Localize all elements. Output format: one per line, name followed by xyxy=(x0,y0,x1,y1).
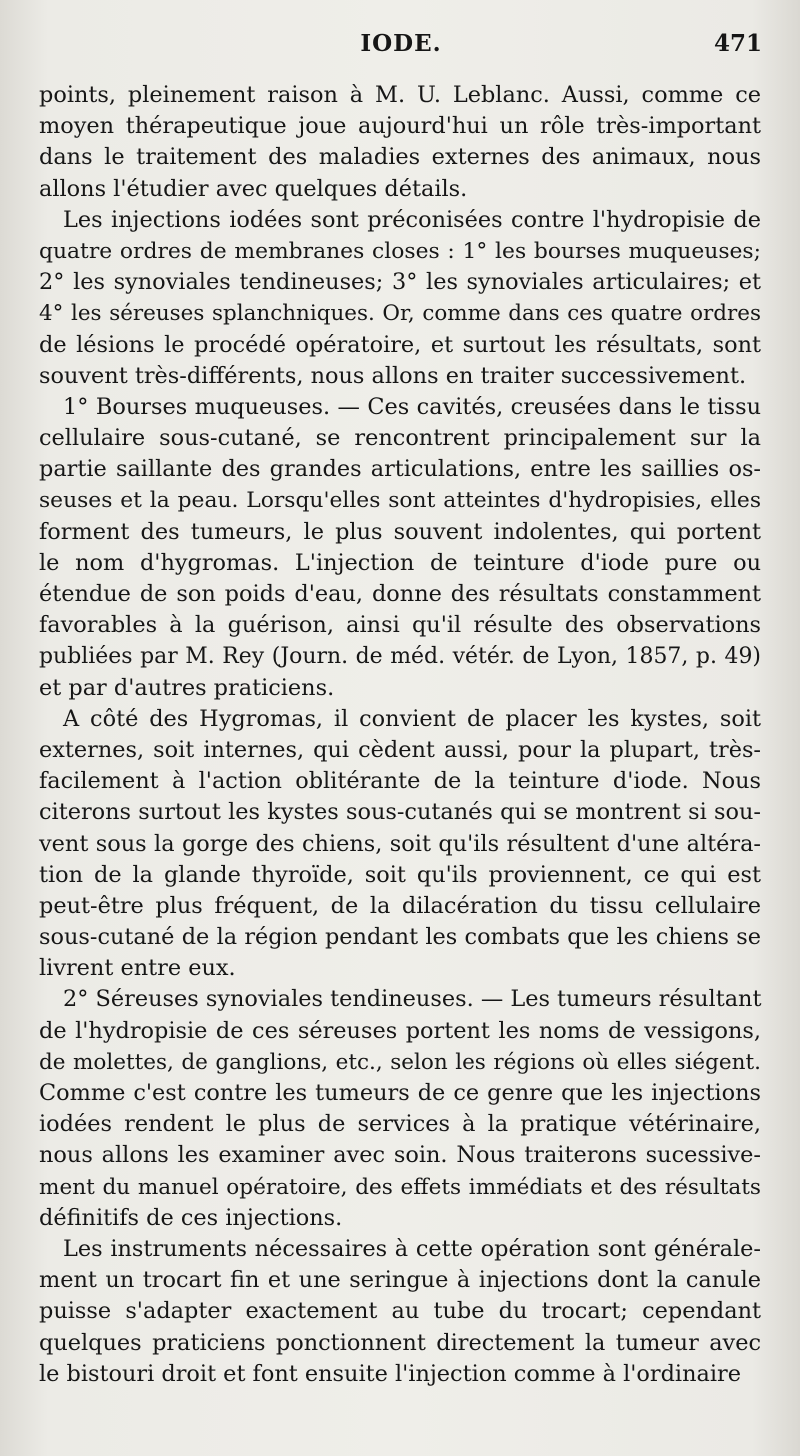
text-line: moyen thérapeutique joue aujourd'hui un rôle très-important xyxy=(39,113,761,140)
text-line: facilement à l'action oblitérante de la teinture d'iode. Nous xyxy=(39,768,761,795)
text-line: peut-être plus fréquent, de la dilacération du tissu cellulaire xyxy=(39,892,761,919)
text-line: forment des tumeurs, le plus souvent indolentes, qui portent xyxy=(39,518,761,545)
text-line: le bistouri droit et font ensuite l'injection comme à l'ordinaire xyxy=(39,1360,741,1387)
body-text xyxy=(39,80,761,1390)
text-line: de lésions le procédé opératoire, et surtout les résultats, sont xyxy=(39,331,761,358)
text-line: quelques praticiens ponctionnent directement la tumeur avec xyxy=(39,1329,761,1356)
text-line: externes, soit internes, qui cèdent aussi, pour la plupart, très- xyxy=(39,736,761,763)
text-line: ment un trocart fin et une seringue à injections dont la canule xyxy=(39,1267,761,1294)
text-line: A côté des Hygromas, il convient de placer les kystes, soit xyxy=(63,705,761,732)
text-line: sous-cutané de la région pendant les combats que les chiens se xyxy=(39,924,761,951)
text-line: iodées rendent le plus de services à la pratique vétérinaire, xyxy=(39,1111,761,1138)
text-line: publiées par M. Rey (Journ. de méd. vétér. de Lyon, 1857, p. 49) xyxy=(39,644,761,670)
text-line: étendue de son poids d'eau, donne des résultats constamment xyxy=(39,581,761,607)
page-header xyxy=(40,30,762,64)
text-line: livrent entre eux. xyxy=(39,955,236,982)
text-line: favorables à la guérison, ainsi qu'il résulte des observations xyxy=(39,612,761,639)
page-number: 471 xyxy=(713,30,762,57)
text-line: Les instruments nécessaires à cette opération sont générale- xyxy=(63,1235,761,1262)
text-line: allons l'étudier avec quelques détails. xyxy=(39,175,468,202)
text-line: seuses et la peau. Lorsqu'elles sont atteintes d'hydropisies, elles xyxy=(39,488,761,514)
text-line: citerons surtout les kystes sous-cutanés qui se montrent si sou- xyxy=(39,799,761,826)
text-line: souvent très-différents, nous allons en traiter successivement. xyxy=(39,362,747,389)
text-line: Les injections iodées sont préconisées contre l'hydropisie de xyxy=(63,206,761,233)
text-line: 1° Bourses muqueuses. — Ces cavités, creusées dans le tissu xyxy=(63,393,761,420)
text-line: le nom d'hygromas. L'injection de teinture d'iode pure ou xyxy=(39,549,761,576)
text-line: Comme c'est contre les tumeurs de ce genre que les injections xyxy=(39,1080,761,1106)
text-line: puisse s'adapter exactement au tube du trocart; cependant xyxy=(39,1298,761,1325)
running-title: IODE. xyxy=(360,30,442,57)
text-line: 2° Séreuses synoviales tendineuses. — Les tumeurs résultant xyxy=(63,986,762,1013)
text-line: tion de la glande thyroïde, soit qu'ils proviennent, ce qui est xyxy=(39,861,761,888)
text-line: ment du manuel opératoire, des effets immédiats et des résultats xyxy=(39,1174,761,1200)
text-line: quatre ordres de membranes closes : 1° les bourses muqueuses; xyxy=(39,238,761,264)
text-line: dans le traitement des maladies externes des animaux, nous xyxy=(39,144,761,171)
text-line: 2° les synoviales tendineuses; 3° les synoviales articulaires; et xyxy=(39,269,761,296)
text-line: cellulaire sous-cutané, se rencontrent principalement sur la xyxy=(39,425,761,452)
text-line: partie saillante des grandes articulations, entre les saillies os- xyxy=(39,456,761,483)
text-line: de l'hydropisie de ces séreuses portent les noms de vessigons, xyxy=(39,1017,761,1044)
text-line: définitifs de ces injections. xyxy=(39,1204,343,1231)
text-line: et par d'autres praticiens. xyxy=(39,674,335,701)
text-line: de molettes, de ganglions, etc., selon les régions où elles siégent. xyxy=(39,1049,761,1075)
text-line: nous allons les examiner avec soin. Nous traiterons sucessive- xyxy=(39,1142,761,1169)
text-line: 4° les séreuses splanchniques. Or, comme dans ces quatre ordres xyxy=(39,301,761,327)
text-line: points, pleinement raison à M. U. Leblanc. Aussi, comme ce xyxy=(39,82,761,108)
text-line: vent sous la gorge des chiens, soit qu'ils résultent d'une altéra- xyxy=(39,830,761,857)
